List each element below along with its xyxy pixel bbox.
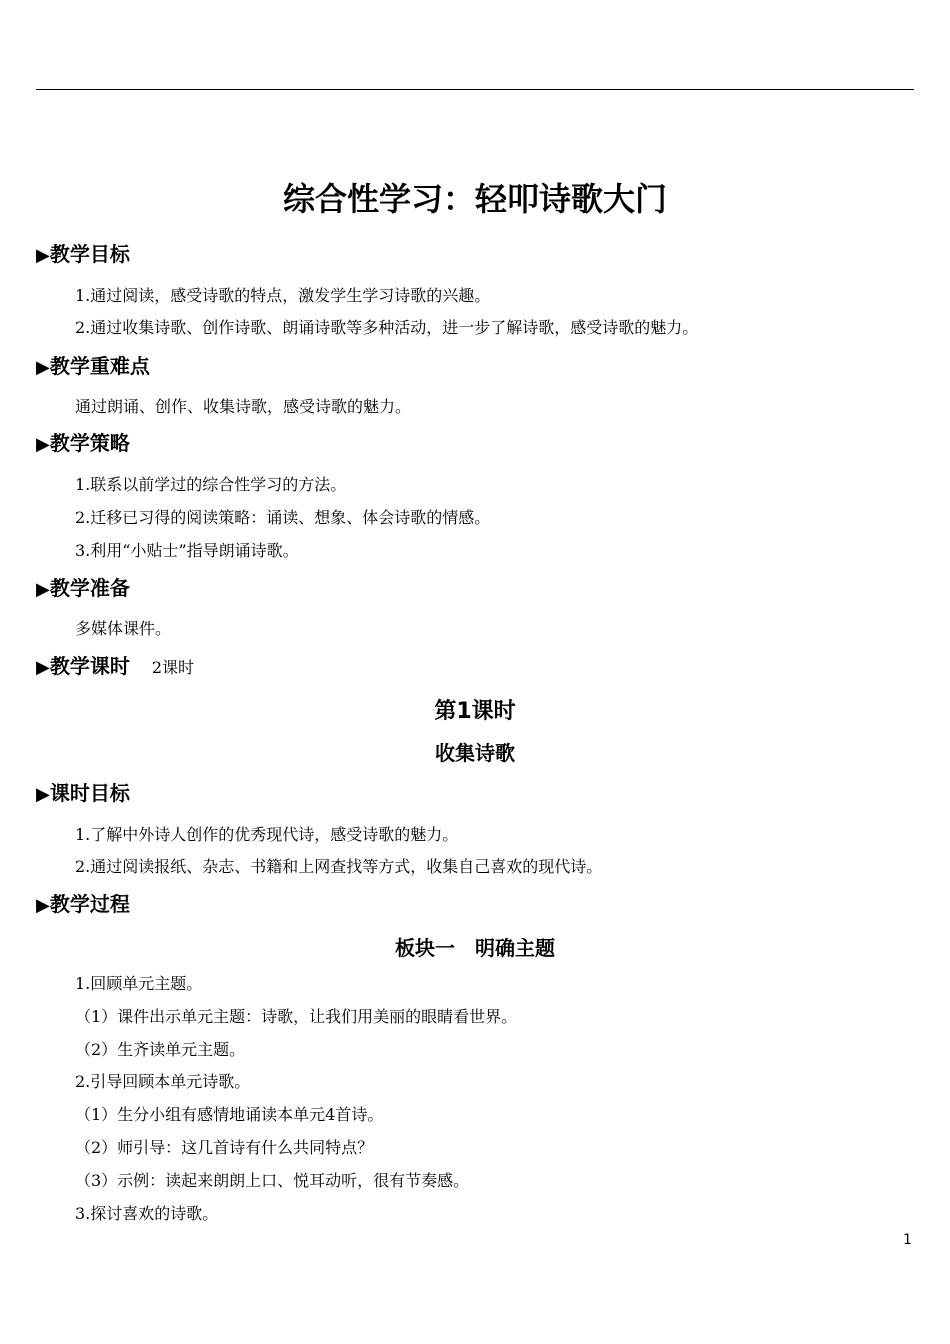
triangle-marker-icon: ▶ xyxy=(36,784,50,805)
heading-text: 教学重难点 xyxy=(49,354,150,378)
block-title: 板块一 明确主题 xyxy=(395,936,555,960)
heading-text: 课时目标 xyxy=(49,781,130,805)
section-heading-hours xyxy=(36,652,194,682)
triangle-marker-icon: ▶ xyxy=(36,579,50,600)
paragraph: 多媒体课件。 xyxy=(75,619,172,638)
process-line: （1）课件出示单元主题：诗歌，让我们用美丽的眼睛看世界。 xyxy=(75,1007,518,1026)
triangle-marker-icon: ▶ xyxy=(36,895,50,916)
triangle-marker-icon: ▶ xyxy=(36,357,50,378)
lesson-subtitle: 收集诗歌 xyxy=(435,741,515,765)
heading-text: 教学课时 xyxy=(49,654,130,678)
section-heading-process xyxy=(36,890,130,920)
section-heading-key-points xyxy=(36,352,150,382)
list-item: 1.了解中外诗人创作的优秀现代诗，感受诗歌的魅力。 xyxy=(75,825,459,844)
section-heading-preparation xyxy=(36,574,130,604)
process-line: （3）示例：读起来朗朗上口、悦耳动听，很有节奏感。 xyxy=(75,1171,470,1190)
list-item: 1.联系以前学过的综合性学习的方法。 xyxy=(75,475,347,494)
heading-text: 教学目标 xyxy=(49,242,130,266)
section-heading-teaching-goals xyxy=(36,240,130,270)
lesson-title: 第1课时 xyxy=(434,699,516,724)
triangle-marker-icon: ▶ xyxy=(36,245,50,266)
section-heading-lesson-goals xyxy=(36,779,130,809)
process-line: 2.引导回顾本单元诗歌。 xyxy=(75,1072,251,1091)
process-line: （1）生分小组有感情地诵读本单元4首诗。 xyxy=(75,1105,384,1124)
triangle-marker-icon: ▶ xyxy=(36,657,50,678)
page-number: 1 xyxy=(903,1232,912,1248)
process-line: 1.回顾单元主题。 xyxy=(75,974,203,993)
header-rule xyxy=(36,89,914,90)
list-item: 2.通过阅读报纸、杂志、书籍和上网查找等方式，收集自己喜欢的现代诗。 xyxy=(75,857,603,876)
list-item: 2.通过收集诗歌、创作诗歌、朗诵诗歌等多种活动，进一步了解诗歌，感受诗歌的魅力。 xyxy=(75,318,699,337)
list-item: 3.利用“小贴士”指导朗诵诗歌。 xyxy=(75,541,299,560)
hours-value: 2课时 xyxy=(151,658,195,677)
heading-text: 教学策略 xyxy=(49,431,130,455)
process-line: （2）师引导：这几首诗有什么共同特点？ xyxy=(75,1138,374,1157)
heading-text: 教学过程 xyxy=(49,892,130,916)
document-title: 综合性学习：轻叩诗歌大门 xyxy=(282,180,667,218)
triangle-marker-icon: ▶ xyxy=(36,434,50,455)
section-heading-strategy xyxy=(36,429,130,459)
process-line: 3.探讨喜欢的诗歌。 xyxy=(75,1204,219,1223)
process-line: （2）生齐读单元主题。 xyxy=(75,1040,246,1059)
heading-text: 教学准备 xyxy=(49,576,130,600)
list-item: 1.通过阅读，感受诗歌的特点，激发学生学习诗歌的兴趣。 xyxy=(75,286,491,305)
list-item: 2.迁移已习得的阅读策略：诵读、想象、体会诗歌的情感。 xyxy=(75,508,491,527)
paragraph: 通过朗诵、创作、收集诗歌，感受诗歌的魅力。 xyxy=(75,397,412,416)
